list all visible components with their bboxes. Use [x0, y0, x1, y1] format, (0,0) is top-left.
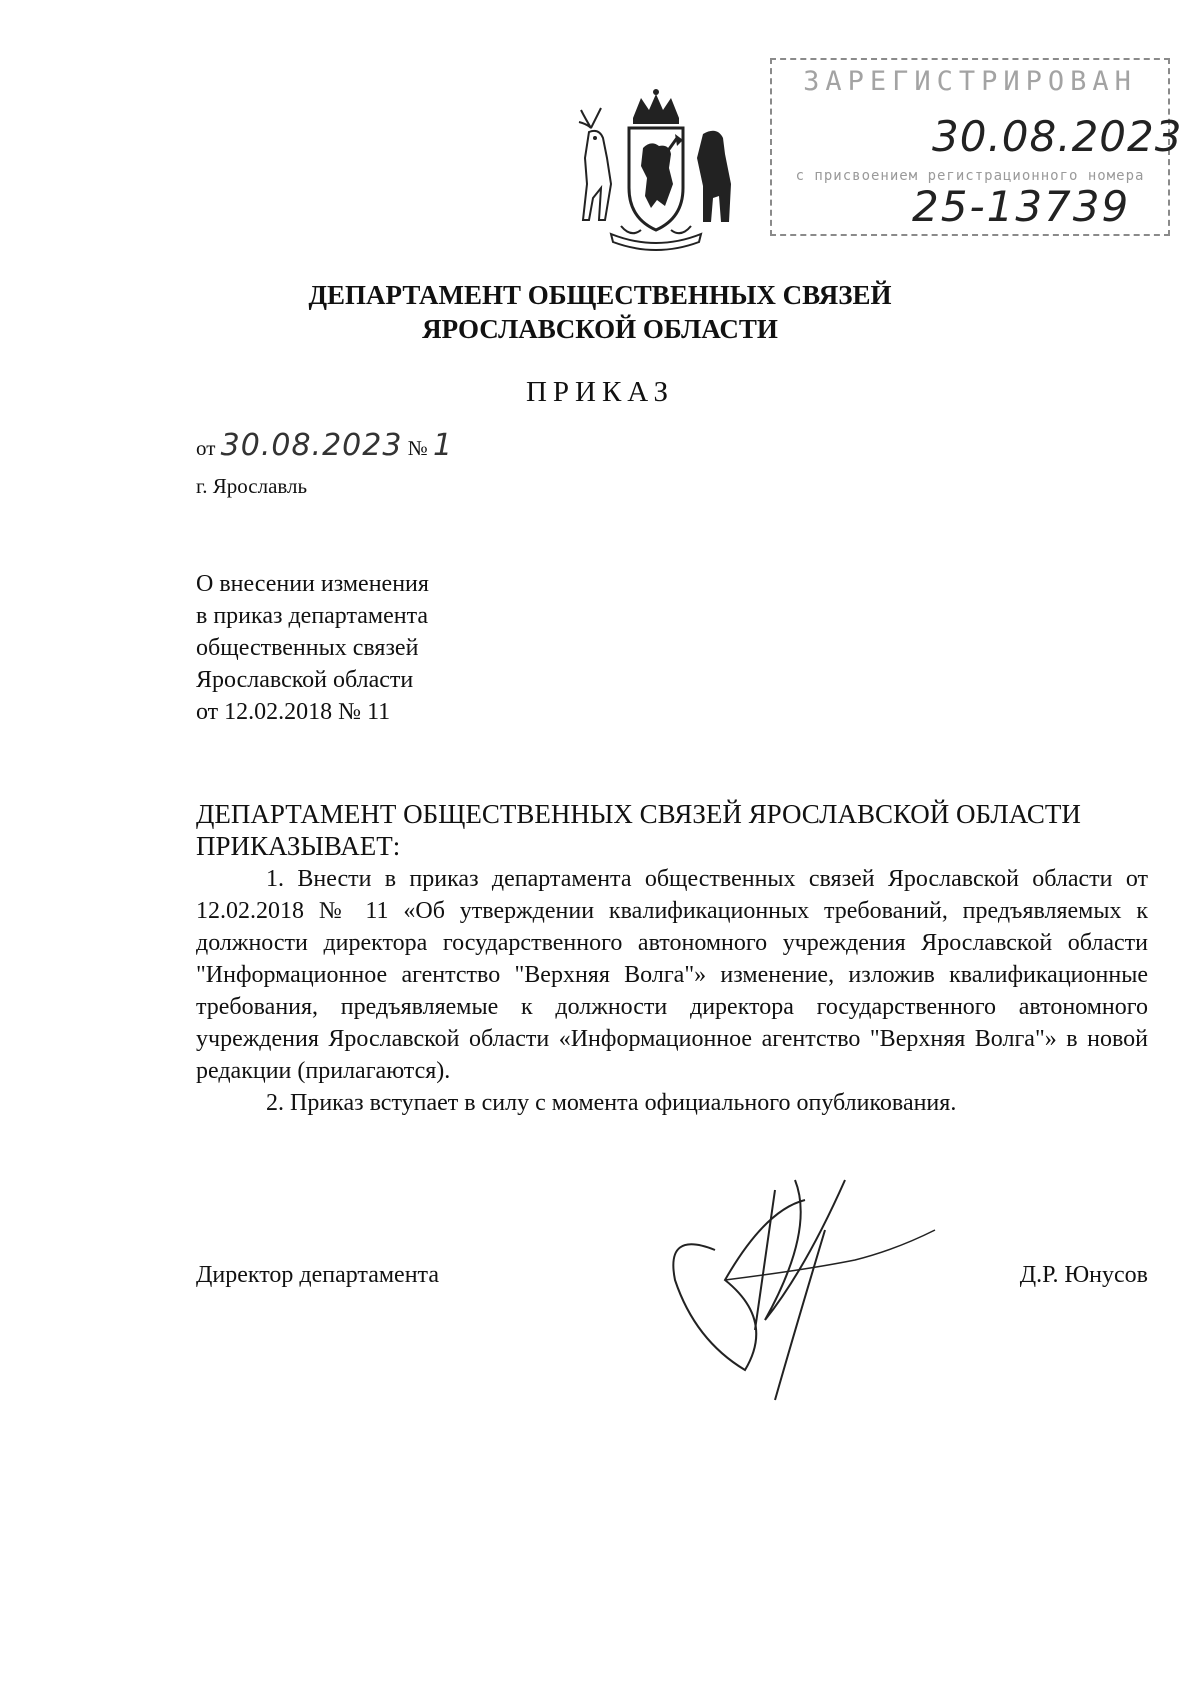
order-city: г. Ярославль — [196, 474, 308, 498]
order-number: 1 — [432, 428, 454, 463]
handwritten-signature — [655, 1170, 955, 1410]
order-from-label: от — [196, 436, 216, 460]
registration-stamp — [770, 58, 1183, 236]
signatory-position: Директор департамента — [196, 1262, 439, 1288]
order-paragraph: 1. Внести в приказ департамента общественных связей Ярославской области от 12.02.2018 № 11 «Об утверждении квалификационных требований, предъявляемых к должности директора государственного автономного учреждения Ярославской области "Информационное агентство "Верхняя Волга"» изменение, изложив квалификационные требования, предъявляемые к должности директора государственного автономного учреждения Ярославской области «Информационное агентство "Верхняя Волга"» в новой редакции (прилагаются). — [196, 866, 1148, 1084]
signatory-name: Д.Р. Юнусов — [1019, 1262, 1148, 1288]
order-meta — [196, 428, 453, 463]
coat-of-arms-icon — [571, 88, 741, 258]
order-paragraph: 2. Приказ вступает в силу с момента официального опубликования. — [266, 1090, 957, 1116]
subject-line: от 12.02.2018 № 11 — [196, 699, 391, 725]
stamp-date: 30.08.2023 — [932, 112, 1183, 161]
department-title-line: ДЕПАРТАМЕНТ ОБЩЕСТВЕННЫХ СВЯЗЕЙ — [308, 280, 892, 310]
department-title-line: ЯРОСЛАВСКОЙ ОБЛАСТИ — [422, 314, 778, 344]
department-title — [0, 278, 1200, 346]
order-date: 30.08.2023 — [220, 428, 403, 463]
order-subject — [196, 568, 429, 728]
stamp-header: ЗАРЕГИСТРИРОВАН — [803, 66, 1137, 97]
stamp-number: 25-13739 — [912, 182, 1131, 231]
order-number-label: № — [407, 436, 428, 460]
subject-line: О внесении изменения — [196, 571, 429, 597]
stamp-subtitle: с присвоением регистрационного номера — [795, 168, 1145, 184]
document-type: ПРИКАЗ — [525, 376, 675, 408]
order-body — [196, 863, 1148, 1119]
subject-line: общественных связей — [196, 635, 419, 661]
subject-line: Ярославской области — [196, 667, 414, 693]
subject-line: в приказ департамента — [196, 603, 429, 629]
order-intro: ДЕПАРТАМЕНТ ОБЩЕСТВЕННЫХ СВЯЗЕЙ ЯРОСЛАВСКОЙ ОБЛАСТИ ПРИКАЗЫВАЕТ: — [196, 799, 1081, 861]
